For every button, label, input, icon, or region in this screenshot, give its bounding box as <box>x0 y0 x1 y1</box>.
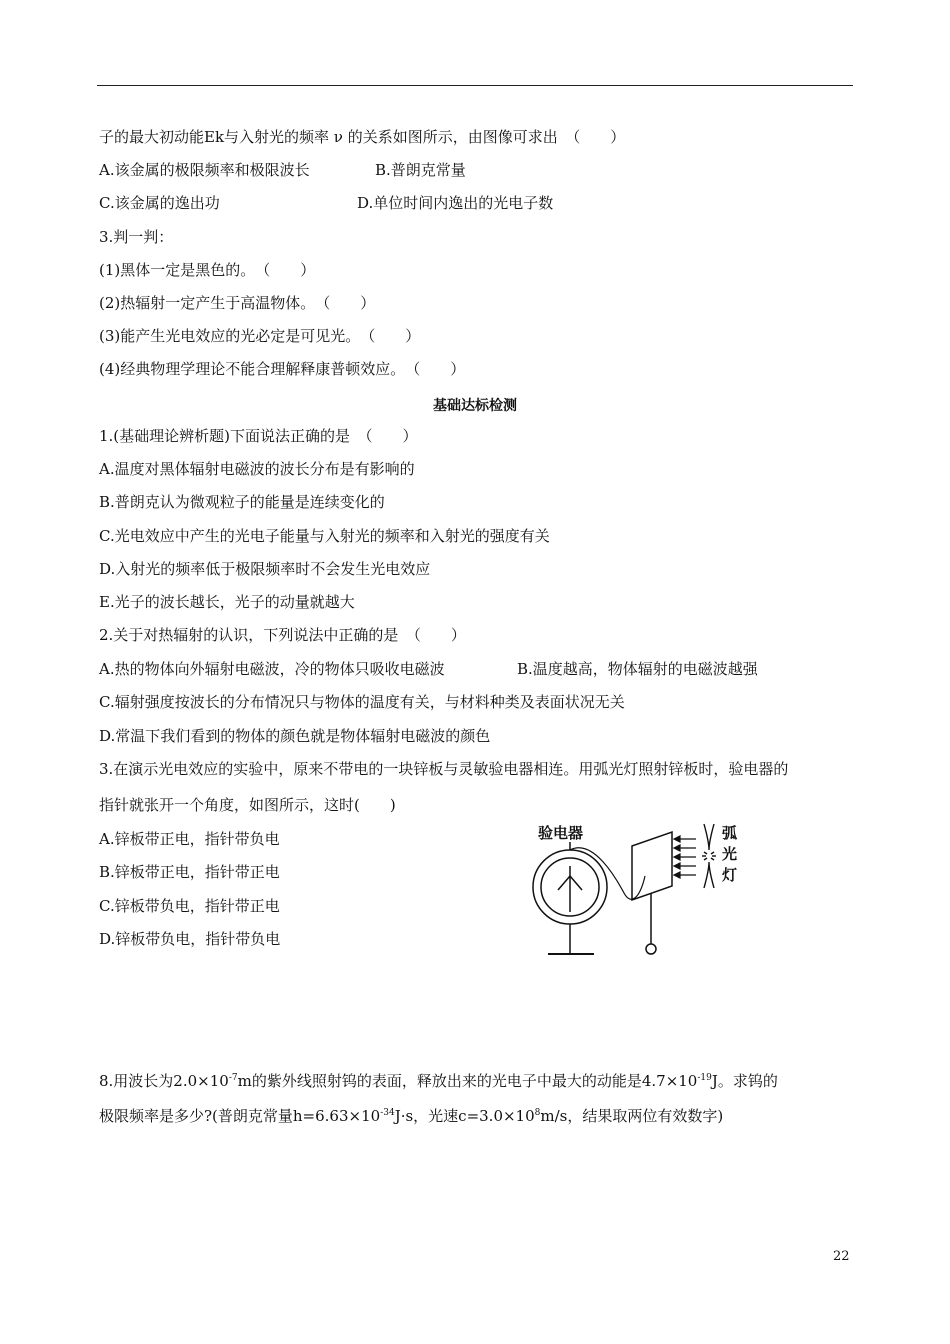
light-rays <box>674 836 696 878</box>
q1-option-b: B.普朗克认为微观粒子的能量是连续变化的 <box>99 493 385 511</box>
judge-item-2: (2)热辐射一定产生于高温物体。 （ ） <box>99 294 376 312</box>
intro-line: 子的最大初动能Ek与入射光的频率 ν 的关系如图所示，由图像可求出 （ ） <box>99 128 626 146</box>
q2-option-a: A.热的物体向外辐射电磁波，冷的物体只吸收电磁波 <box>99 660 445 678</box>
judge-item-3: (3)能产生光电效应的光必定是可见光。 （ ） <box>99 327 421 345</box>
connecting-wire <box>570 848 645 899</box>
section-title: 基础达标检测 <box>433 398 517 414</box>
photoelectric-figure <box>528 818 778 960</box>
q3-stem-line2: 指针就张开一个角度，如图所示，这时( ) <box>99 796 396 814</box>
q2-option-c: C.辐射强度按波长的分布情况只与物体的温度有关，与材料种类及表面状况无关 <box>99 693 625 711</box>
electroscope-label: 验电器 <box>538 824 584 842</box>
q8-line1-c: J。求钨的 <box>711 1072 778 1090</box>
q1-option-a: A.温度对黑体辐射电磁波的波长分布是有影响的 <box>99 460 415 478</box>
judge-title: 3.判一判： <box>99 228 174 246</box>
electroscope <box>533 842 607 954</box>
q8-line1-a: 8.用波长为2.0×10 <box>99 1072 229 1090</box>
q1-option-d: D.入射光的频率低于极限频率时不会发生光电效应 <box>99 560 431 578</box>
q2-stem: 2.关于对热辐射的认识，下列说法中正确的是 （ ） <box>99 626 466 644</box>
q2-option-d: D.常温下我们看到的物体的颜色就是物体辐射电磁波的颜色 <box>99 727 491 745</box>
header-rule <box>97 85 853 86</box>
q8-line2-a: 极限频率是多少?(普朗克常量h=6.63×10 <box>99 1107 381 1125</box>
q3-option-a: A.锌板带正电，指针带负电 <box>99 830 280 848</box>
q3-option-d: D.锌板带负电，指针带负电 <box>99 930 281 948</box>
lamp-label-3: 灯 <box>722 866 738 884</box>
q8-exp-4: 8 <box>534 1108 541 1118</box>
q8-line2 <box>99 1106 723 1126</box>
lamp-label-1: 弧 <box>722 824 738 842</box>
intro-option-d: D.单位时间内逸出的光电子数 <box>357 194 554 212</box>
q1-stem: 1.(基础理论辨析题)下面说法正确的是 （ ） <box>99 427 418 445</box>
q3-stem-line1: 3.在演示光电效应的实验中，原来不带电的一块锌板与灵敏验电器相连。用弧光灯照射锌板时，验电器的 <box>99 760 789 778</box>
q8-line1 <box>99 1071 778 1091</box>
q8-exp-1: -7 <box>228 1073 238 1083</box>
judge-item-1: (1)黑体一定是黑色的。 （ ） <box>99 261 316 279</box>
judge-item-4: (4)经典物理学理论不能合理解释康普顿效应。 （ ） <box>99 360 466 378</box>
q8-line2-b: J·s，光速c=3.0×10 <box>394 1107 535 1125</box>
q2-option-b: B.温度越高，物体辐射的电磁波越强 <box>517 660 758 678</box>
arc-lamp <box>702 824 716 888</box>
q8-line1-b: m的紫外线照射钨的表面，释放出来的光电子中最大的动能是4.7×10 <box>237 1072 698 1090</box>
q8-exp-3: -34 <box>380 1108 395 1118</box>
lamp-label-2: 光 <box>722 845 738 863</box>
q3-option-c: C.锌板带负电，指针带正电 <box>99 897 280 915</box>
q3-option-b: B.锌板带正电，指针带正电 <box>99 863 280 881</box>
q1-option-c: C.光电效应中产生的光电子能量与入射光的频率和入射光的强度有关 <box>99 527 550 545</box>
zinc-plate <box>632 832 672 954</box>
intro-option-a: A.该金属的极限频率和极限波长 <box>99 161 310 179</box>
q8-exp-2: -19 <box>697 1073 712 1083</box>
intro-option-c: C.该金属的逸出功 <box>99 194 220 212</box>
q8-line2-c: m/s，结果取两位有效数字) <box>540 1107 724 1125</box>
q1-option-e: E.光子的波长越长，光子的动量就越大 <box>99 593 355 611</box>
intro-option-b: B.普朗克常量 <box>375 161 466 179</box>
page-number: 22 <box>833 1249 850 1264</box>
